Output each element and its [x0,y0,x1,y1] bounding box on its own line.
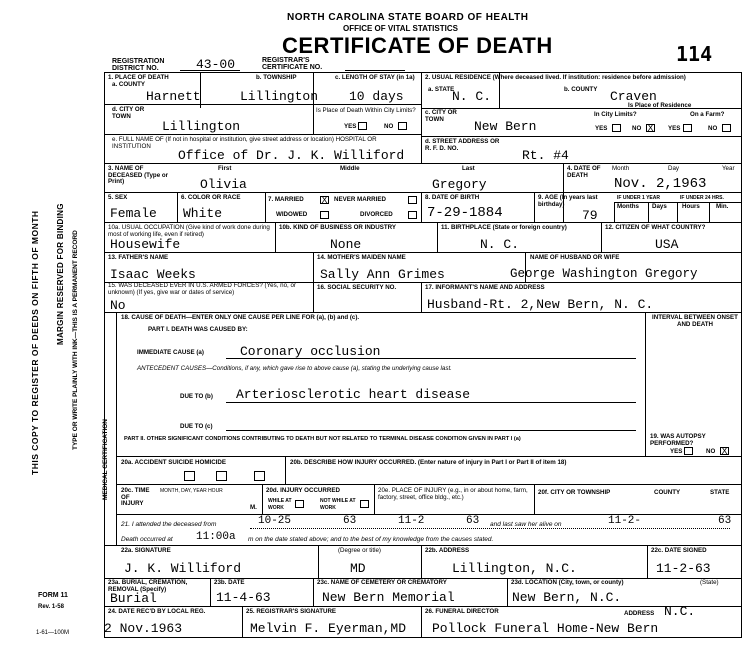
informant-value: Husband-Rt. 2,New Bern, N. C. [427,297,654,312]
autopsy-no-label: NO [706,448,716,455]
address-value: Lillington, N.C. [452,561,577,576]
last-saw-label: and last saw her alive on [490,521,562,528]
farm-no-checkbox[interactable] [722,124,731,132]
name-label: 3. NAME OF DECEASED (Type or Print) [108,165,169,186]
first-name-value: Olivia [200,177,247,192]
certificate-title: CERTIFICATE OF DEATH [282,33,553,58]
signature-value: J. K. Williford [124,561,242,576]
farm-yes-label: YES [668,125,681,132]
antecedent-label: ANTECEDENT CAUSES—Conditions, if any, which gave rise to above cause (a), stating the underlying cause last. [137,365,452,372]
attended-label: 21. I attended the deceased from [121,521,217,528]
reg-district-label: REGISTRATION DISTRICT NO. [112,58,165,72]
informant-label: 17. INFORMANT'S NAME AND ADDRESS [425,284,545,291]
birthplace-label: 11. BIRTHPLACE (State or foreign country) [441,224,567,231]
within-no-checkbox[interactable] [398,122,407,130]
stay-label: c. LENGTH OF STAY (in 1a) [335,74,415,81]
birth-value: 7-29-1884 [427,205,503,221]
hospital-label: e. FULL NAME OF (If not in hospital or institution, give street address or location) HOSPITAL OR INSTITUTION [112,136,377,150]
autopsy-no-checkbox[interactable]: X [721,446,728,456]
attended-from-value: 10-25 [258,515,292,527]
inj-city-label: 20f. CITY OR TOWNSHIP [538,489,611,496]
city-value: Lillington [162,119,241,134]
office-subtitle: OFFICE OF VITAL STATISTICS [343,24,458,33]
sex-value: Female [110,206,157,221]
part2-label: PART II. OTHER SIGNIFICANT CONDITIONS CONTRIBUTING TO DEATH BUT NOT RELATED TO TERMINAL DISEASE CONDITION GIVEN IN PART I (a) [124,436,521,442]
page-number: 114 [676,42,713,66]
injury-occ-label: 20d. INJURY OCCURRED [266,487,340,494]
due-c-label: DUE TO (c) [180,423,213,430]
burial-date-value: 11-4-63 [216,590,271,605]
street-label: d. STREET ADDRESS OR R. F. D. NO. [425,138,500,152]
township-label: b. TOWNSHIP [256,74,297,81]
birth-label: 8. DATE OF BIRTH [425,194,480,201]
immediate-value: Coronary occlusion [240,344,381,359]
registrar-signature-value: Melvin F. Eyerman,MD [250,621,407,636]
county-value: Harnett [146,89,201,104]
res-city-yes-checkbox[interactable] [612,124,621,132]
registrar-cert-label: REGISTRAR'S CERTIFICATE NO. [262,57,323,71]
state-value: N. C. [452,89,492,104]
while-work-label: WHILE AT WORK [268,498,292,511]
res-county-value: Craven [610,89,657,104]
on-farm-label: On a Farm? [690,111,725,118]
first-label: First [218,165,232,172]
registrar-signature-label: 25. REGISTRAR'S SIGNATURE [246,608,337,615]
hours-label: Hours [682,203,700,210]
place-res-label: Is Place of Residence [628,102,692,109]
within-no-label: NO [384,123,394,130]
burial-value: Burial [110,591,157,606]
last-name-value: Gregory [432,177,487,192]
inj-state-label: STATE [710,489,730,496]
recd-label: 24. DATE REC'D BY LOCAL REG. [108,608,206,615]
married-label: 7. MARRIED [268,196,304,203]
cemetery-label: 23c. NAME OF CEMETERY OR CREMATORY [317,579,447,586]
margin-register-text: THIS COPY TO REGISTER OF DEEDS ON FIFTH OF MONTH [30,210,40,475]
township-value: Lillington [240,89,319,104]
father-value: Isaac Weeks [110,267,196,282]
attended-from-year: 63 [343,515,357,527]
res-city-no-label: NO [632,125,642,132]
form-revision: Rev. 1-58 [38,604,64,610]
place-of-death-label: 1. PLACE OF DEATH [108,74,169,81]
citizen-label: 12. CITIZEN OF WHAT COUNTRY? [605,224,706,231]
date-death-label: 4. DATE OF DEATH [567,165,601,179]
in-city-label: In City Limits? [594,111,637,118]
last-saw-value: 11-2- [608,515,642,527]
occupation-label: 10a. USUAL OCCUPATION (Give kind of work done during most of working life, even if retired) [108,224,270,238]
middle-label: Middle [340,165,360,172]
signature-label: 22a. SIGNATURE [121,547,171,554]
date-death-value: Nov. 2,1963 [614,176,707,192]
usual-residence-label: 2. USUAL RESIDENCE (Where deceased lived. If institution: residence before admission) [425,74,686,81]
occurred-tail: m on the date stated above; and to the best of my knowledge from the causes stated. [248,536,494,543]
recd-value: 2 Nov.1963 [104,621,183,636]
last-saw-year: 63 [718,515,732,527]
citizen-value: USA [655,237,679,252]
spouse-value: George Washington Gregory [510,267,698,281]
spouse-label: NAME OF HUSBAND OR WIFE [530,254,620,261]
city-label: d. CITY OR TOWN [112,106,145,120]
months-label: Months [617,203,639,210]
occurred-value: 11:00a [196,531,236,543]
armed-forces-value: No [110,298,126,313]
location-state-label: (State) [700,579,719,586]
autopsy-yes-label: YES [670,448,683,455]
cause-label: 18. CAUSE OF DEATH—ENTER ONLY ONE CAUSE PER LINE FOR (a), (b) and (c). [121,314,360,321]
medical-cert-text: MEDICAL CERTIFICATION [102,418,109,500]
under1-label: IF UNDER 1 YEAR [617,195,660,201]
married-checkbox[interactable]: X [321,195,328,205]
within-yes-label: YES [344,123,357,130]
month-label: Month [612,165,630,172]
reg-district-value: 43-00 [196,57,236,72]
due-b-value: Arteriosclerotic heart disease [236,387,471,402]
time-m-label: M. [250,504,257,511]
degree-value: MD [350,561,366,576]
within-yes-checkbox[interactable] [358,122,367,130]
address-label: 22b. ADDRESS [425,547,470,554]
accident-label: 20a. ACCIDENT SUICIDE HOMICIDE [121,459,226,466]
business-value: None [330,237,362,252]
agency-title: NORTH CAROLINA STATE BOARD OF HEALTH [287,12,529,23]
race-value: White [183,206,223,221]
print-code: 1-61—100M [36,630,70,636]
part1-label: PART I. DEATH WAS CAUSED BY: [148,326,248,333]
interval-label: INTERVAL BETWEEN ONSET AND DEATH [652,314,738,328]
occupation-value: Housewife [110,237,181,252]
due-b-label: DUE TO (b) [180,393,213,400]
days-label: Days [652,203,667,210]
res-city-no-checkbox[interactable]: X [647,123,654,133]
funeral-label: 26. FUNERAL DIRECTOR [425,608,499,615]
race-label: 6. COLOR OR RACE [181,194,241,201]
street-value: Rt. #4 [522,148,569,163]
autopsy-yes-checkbox[interactable] [684,447,693,455]
margin-permanent-text: TYPE OR WRITE PLAINLY WITH INK—THIS IS A PERMANENT RECORD [72,230,79,450]
divorced-checkbox[interactable] [408,211,417,219]
autopsy-label: 19. WAS AUTOPSY PERFORMED? [650,433,706,447]
mother-value: Sally Ann Grimes [320,267,445,282]
funeral-address-label: ADDRESS [624,610,655,617]
farm-no-label: NO [708,125,718,132]
attended-to-value: 11-2 [398,515,425,527]
not-work-checkbox[interactable] [360,500,369,508]
while-work-checkbox[interactable] [295,500,304,508]
father-label: 13. FATHER'S NAME [108,254,169,261]
min-label: Min. [716,203,729,210]
funeral-address-value: N.C. [664,604,696,619]
injury-desc-label: 20b. DESCRIBE HOW INJURY OCCURRED. (Enter nature of injury in Part I or Part II of item 18) [290,459,567,466]
day-label: Day [668,165,680,172]
farm-yes-checkbox[interactable] [683,124,692,132]
never-married-checkbox[interactable] [408,196,417,204]
business-label: 10b. KIND OF BUSINESS OR INDUSTRY [279,224,397,231]
burial-label: 23a. BURIAL, CREMATION, REMOVAL (Specify) [108,579,188,593]
widowed-label: WIDOWED [276,211,308,218]
stay-value: 10 days [349,89,404,104]
under24-label: IF UNDER 24 HRS. [680,195,724,201]
time-injury-label: 20c. TIME OF INJURY [121,487,150,508]
divorced-label: DIVORCED [360,211,393,218]
res-county-label: b. COUNTY [564,86,598,93]
homicide-checkbox[interactable] [254,471,265,481]
sex-label: 5. SEX [108,194,128,201]
within-city-label: Is Place of Death Within City Limits? [316,107,416,114]
place-injury-label: 20e. PLACE OF INJURY (e.g., in or about home, farm, factory, street, office bldg., etc.) [378,487,528,501]
armed-forces-label: 15. WAS DECEASED EVER IN U.S. ARMED FORCES? (Yes, no, or unknown) (If yes, give war or dates of service) [108,282,296,296]
last-label: Last [462,165,475,172]
res-city-label: c. CITY OR TOWN [425,109,457,123]
date-signed-label: 22c. DATE SIGNED [651,547,707,554]
accident-checkbox[interactable] [184,471,195,481]
margin-reserved-text: MARGIN RESERVED FOR BINDING [56,203,65,345]
age-value: 79 [582,208,598,223]
location-value: New Bern, N.C. [512,590,622,605]
hospital-value: Office of Dr. J. K. Williford [178,148,405,163]
location-label: 23d. LOCATION (City, town, or county) [511,579,624,586]
res-city-value: New Bern [474,119,537,134]
form-number: FORM 11 [38,592,68,599]
time-injury-sub: MONTH, DAY, YEAR HOUR [160,488,223,494]
age-label: 9. AGE (In years last birthday) [538,194,598,208]
date-signed-value: 11-2-63 [656,561,711,576]
state-label: a. STATE [428,86,455,93]
county-label: a. COUNTY [112,81,146,88]
mother-label: 14. MOTHER'S MAIDEN NAME [317,254,406,261]
res-city-yes-label: YES [595,125,608,132]
occurred-label: Death occurred at [121,536,173,543]
attended-to-year: 63 [466,515,480,527]
funeral-value: Pollock Funeral Home-New Bern [432,621,659,636]
year-label: Year [722,165,735,172]
burial-date-label: 23b. DATE [214,579,245,586]
inj-county-label: COUNTY [654,489,681,496]
ssn-label: 16. SOCIAL SECURITY NO. [317,284,397,291]
birthplace-value: N. C. [480,237,520,252]
degree-label: (Degree or title) [338,547,381,554]
cemetery-value: New Bern Memorial [322,590,455,605]
suicide-checkbox[interactable] [216,471,227,481]
never-married-label: NEVER MARRIED [334,196,386,203]
immediate-label: IMMEDIATE CAUSE (a) [137,349,204,356]
widowed-checkbox[interactable] [320,211,329,219]
not-work-label: NOT WHILE AT WORK [320,498,356,511]
